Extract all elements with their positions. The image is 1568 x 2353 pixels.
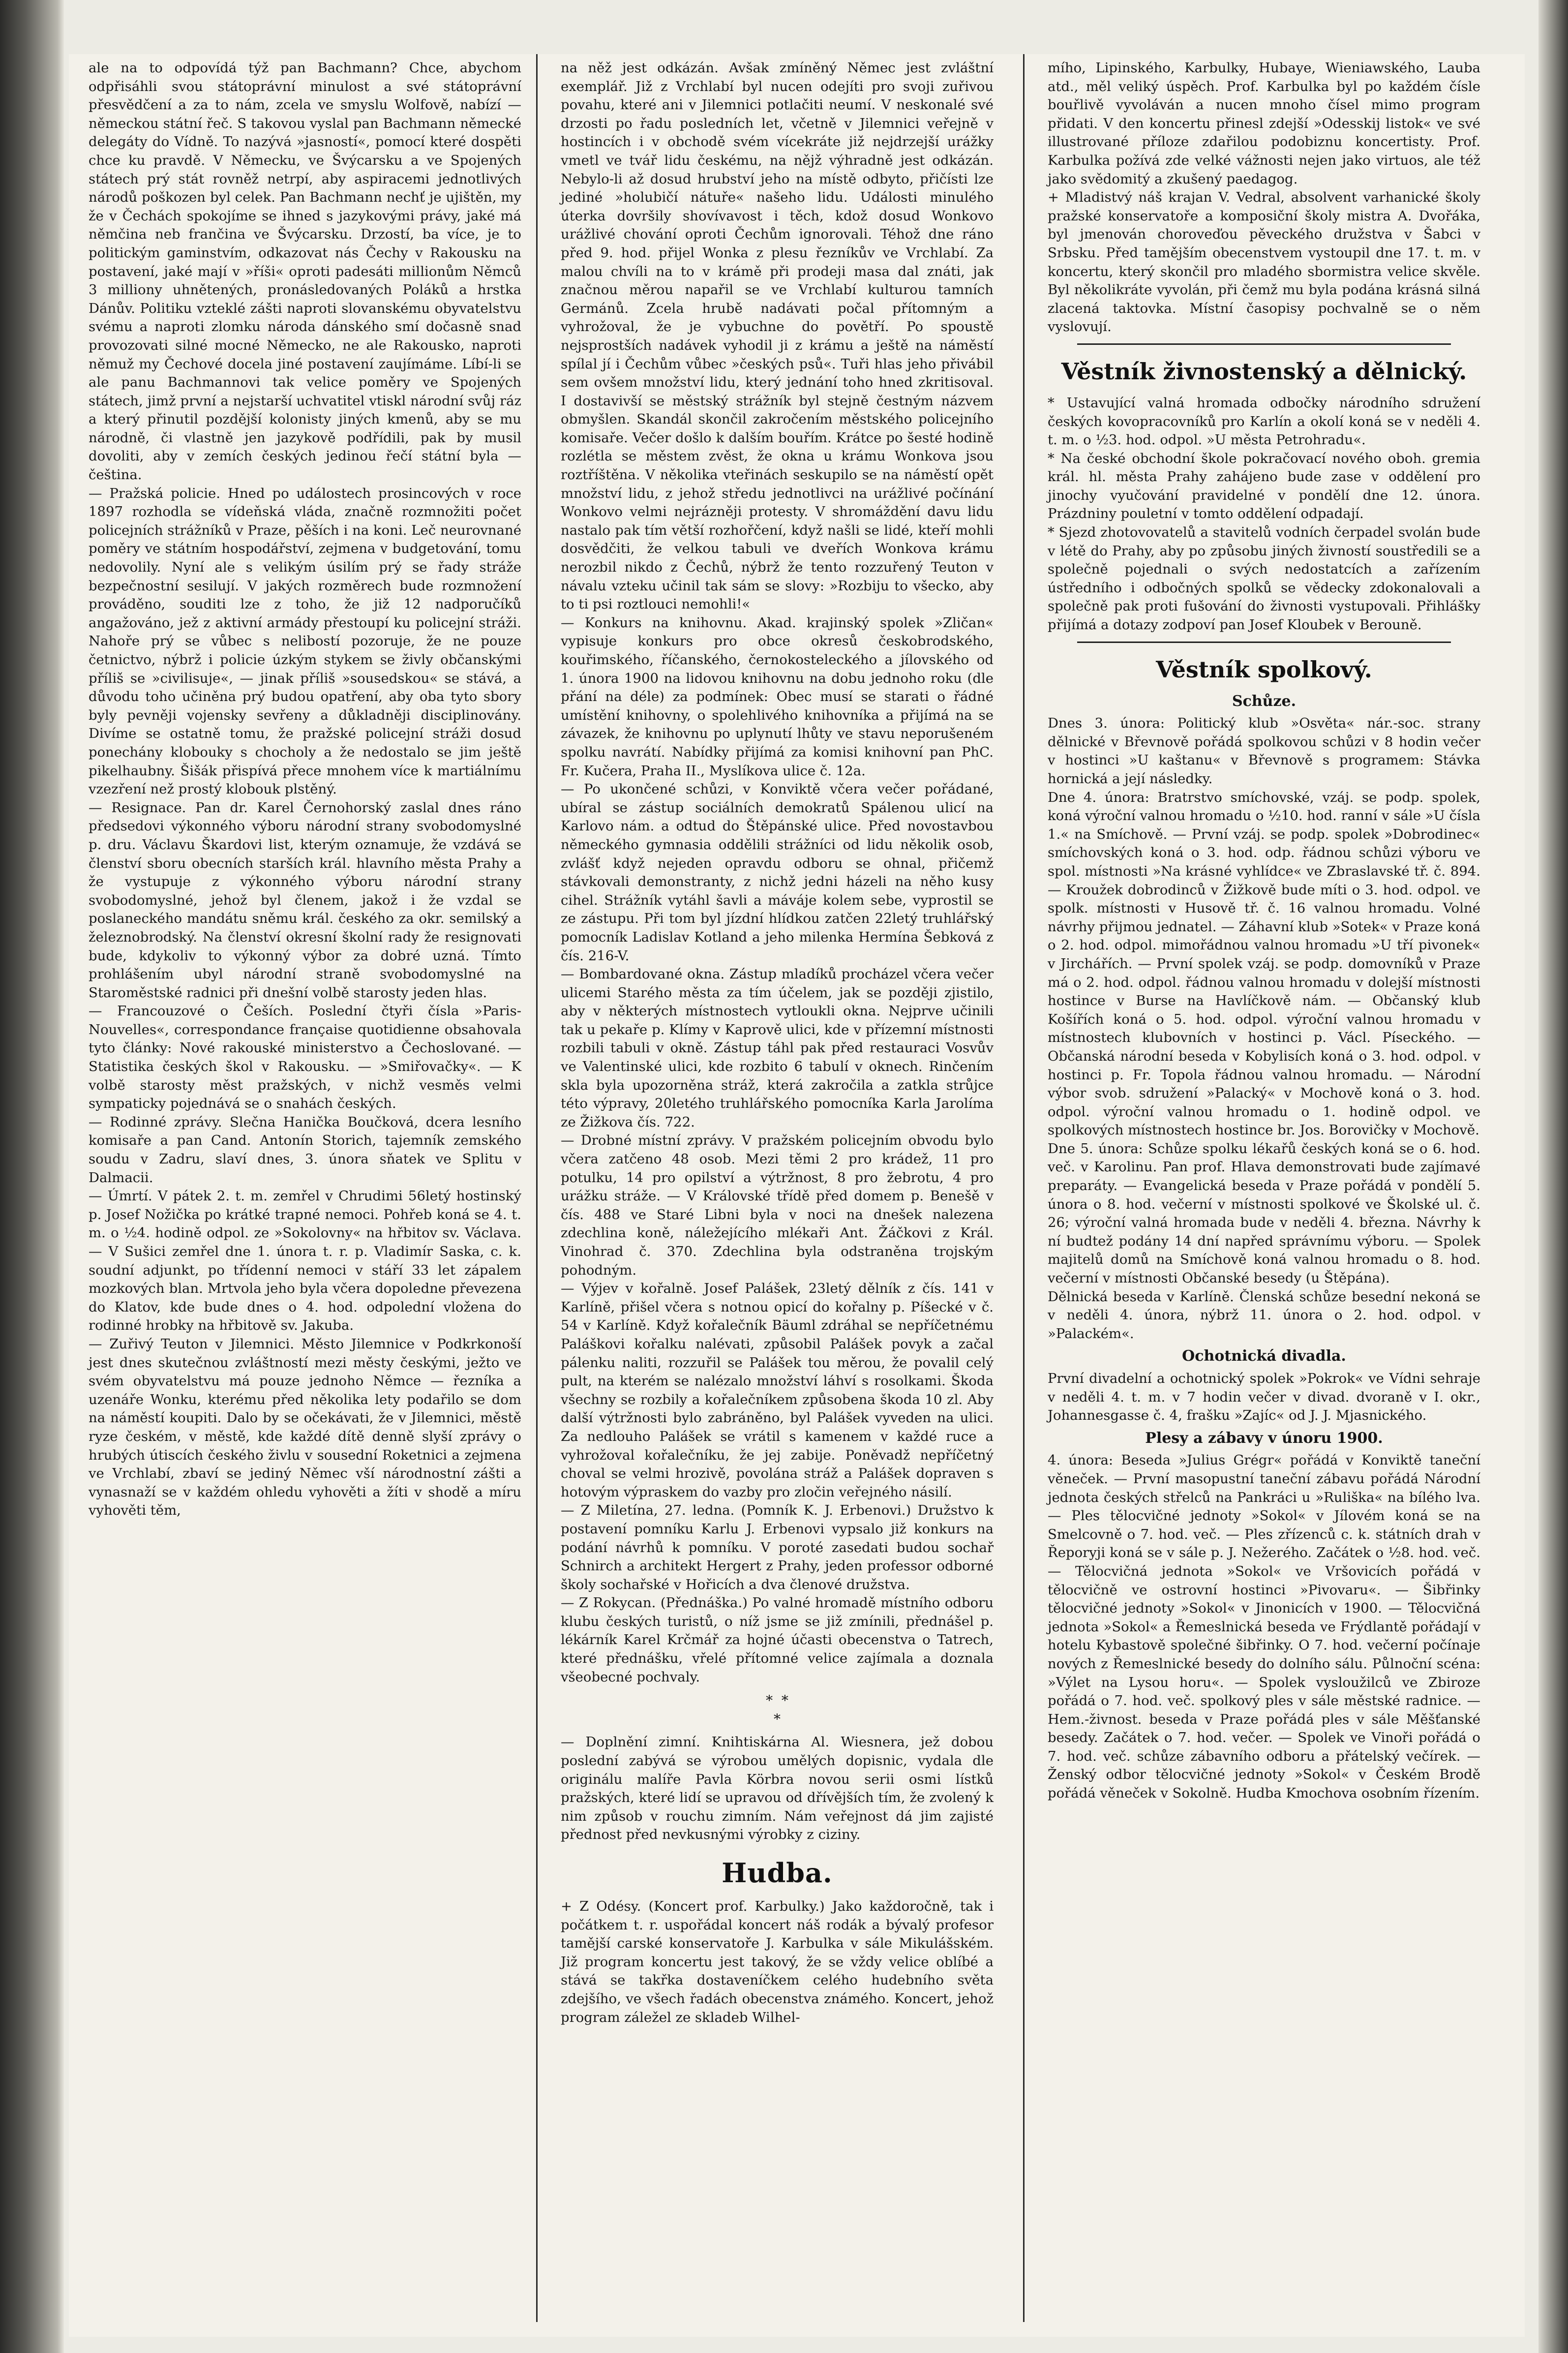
club-notice-feb-4: Dne 4. února: Bratrstvo smíchovské, vzáj. se podp. spolek, koná výroční valnou hromadu o ½10. hod. ranní v sále »U čísla 1.« na Smíchově. — První vzáj. se podp. spolek »Dobrodinec« smíchovských koná o 3. hod. odp. řádnou schůzi výboru ve spol. místnosti »Na krásné vyhlídce« ve Zbraslavské tř. č. 894. — Kroužek dobrodinců v Žižkově bude míti o 3. hod. odpol. ve spolk. místnosti v Husově tř. č. 16 valnou hromadu. Volné návrhy přijmou jednatel. — Záhavní klub »Sotek« v Praze koná o 2. hod. odpol. mimořádnou valnou hromadu »U tří pivonek« v Jirchářích. — První spolek vzáj. se podp. domovníků v Praze má o 2. hod. odpol. řádnou valnou hromadu v dolejší místnosti hostince v Burse na Havlíčkově nám. — Občanský klub Košířích koná o 5. hod. odpol. výroční valnou hromadu v místnostech klubovních v hostinci p. Václ. Píseckého. — Občanská národní beseda v Kobylisích koná o 3. hod. odpol. v hostinci p. Fr. Topola řádnou valnou hromadu. — Národní výbor svob. sdružení »Palacký« v Mochově koná o 3. hod. odpol. výroční valnou hromadu o 1. hodině odpol. ve spolkových místnostech hostince br. Jos. Borovičky v Mochově. xyxy=(1048,789,1480,1138)
column-2 xyxy=(561,59,994,2027)
article-winter-postcards: — Doplnění zimní. Knihtiskárna Al. Wiesnera, jež dobou poslední zabývá se výrobou umělých dopisnic, vydala dle originálu malíře Pavla Körbra novou serii osmi lístků pražských, které lidí se upravou od dřívějších tím, že zvolený k nim způsob v rouchu zimním. Nám veřejnost dá jim zajisté přednost před nevkusnými výrobky z ciziny. xyxy=(561,1734,994,1843)
column-3 xyxy=(1048,59,1480,1803)
theatre-notice: První divadelní a ochotnický spolek »Pokrok« ve Vídni sehraje v neděli 4. t. m. v 7 hodin večer v divad. dvoraně v I. okr., Johannesgasse č. 4, frašku »Zajíc« od J. J. Mjasnického. xyxy=(1048,1371,1480,1424)
scan-edge-right xyxy=(1538,0,1568,2353)
column-1 xyxy=(89,59,521,1520)
subheading-meetings: Schůze. xyxy=(1232,692,1297,710)
article-pump-makers: * Sjezd zhotovovatelů a stavitelů vodních čerpadel svolán bude v létě do Prahy, aby po způsobu jiných živností soustředili se a společně pojednali o svých nedostatcích a zařízením ústředního i odbočných spolků se vědecky zdokonalovali a společně pak proti fušování do živnosti vystupovali. Přihlášky přijímá a dotazy zodpoví pan Josef Kloubek v Berouně. xyxy=(1048,524,1480,633)
article-rokycany: — Z Rokycan. (Přednáška.) Po valné hromadě místního odboru klubu českých turistů, o níž jsme se již zmínili, přednášel p. lékárník Karel Krčmář za hojné účasti obecenstva o Tatrech, které přednášku, vřelé přítomné velice zajímala a doznala všeobecné pochvaly. xyxy=(561,1595,994,1685)
article-bachmann-tail: ale na to odpovídá týž pan Bachmann? Chce, abychom odpřisáhli svou státoprávní minulost a své státoprávní přesvědčení a za to nám, zcela ve smyslu Wolfově, nabízí — německou státní řeč. S takovou vyslal pan Bachmann německé delegáty do Vídně. To nazývá »jasností«, pomocí které dospěti chce ku pravdě. V Německu, ve Švýcarsku a ve Spojených státech prý stát rovněž netrpí, aby aspiracemi jednotlivých národů poškozen byl celek. Pan Bachmann nechť je ujištěn, my že v Čechách spokojíme se ihned s jazykovými právy, jaké má němčina neb frančina ve Švýcarsku. Drzostí, ba více, je to politickým gaminstvím, odkazovat nás Čechy v Rakousku na postavení, jaké mají v »říši« oproti padesáti millionům Němců 3 milliony uhnětených, pronásledovaných Poláků a hrstka Dánův. Politiku vzteklé zášti naproti slovanskému obyvatelstvu svému a naproti zlomku národa dánského smí dočasně snad provozovati silné mocné Německo, ne ale Rakousko, naproti němuž my Čechové docela jiné postavení zaujímáme. Líbí-li se ale panu Bachmannovi tak velice poměry ve Spojených státech, jimž první a nejstarší uchvatitel vtiskl národní svůj ráz a který přinutil pozdější kolonisty jiných kmenů, aby se mu národně, či vlastně jen jazykově podřídili, pak by musil dovoliti, aby v zemích českých jedinou řečí státní byla — čeština. xyxy=(89,60,521,483)
article-family-news: — Rodinné zprávy. Slečna Hanička Boučková, dcera lesního komisaře a pan Cand. Antonín Storich, tajemník zemského soudu v Zadru, slaví dnes, 3. února sňatek ve Splitu v Dalmacii. xyxy=(89,1114,521,1186)
divider-line xyxy=(1077,642,1451,643)
column-rule-1 xyxy=(536,54,538,2322)
article-bombarded-windows: — Bombardované okna. Zástup mladíků procházel včera večer ulicemi Starého města za tím účelem, jak se později zjistilo, aby v některých místnostech vytloukli okna. Nejprve učinili tak u pekaře p. Klímy v Kaprově ulici, kde v přízemní místnosti rozbili tabuli v okně. Zástup táhl pak před restauraci Vosvův ve Valentinské ulici, kde rozbito 6 tabulí v oknech. Rinčením skla byla upozorněna stráž, která zakročila a zatkla strůjce této výpravy, 20letého truhlářského pomocníka Karla Jarolíma ze Žižkova čís. 722. xyxy=(561,966,994,1130)
subheading-amateur-theatre: Ochotnická divadla. xyxy=(1182,1347,1346,1365)
newspaper-page xyxy=(69,54,1525,2337)
article-odessa-concert: + Z Odésy. (Koncert prof. Karbulky.) Jako každoročně, tak i počátkem t. r. uspořádal koncert náš rodák a bývalý profesor tamější carské konservatoře J. Karbulka v sále Mikulášském. Již program koncertu jest takový, že se vždy velice oblíbé a stává se takřka dostaveníčkem celého hudebního světa zdejšího, ve všech řadách obecenstva známého. Koncert, jehož program záležel ze skladeb Wilhel- xyxy=(561,1898,994,2025)
article-teuton-continued: na něž jest odkázán. Avšak zmíněný Němec jest zvláštní exemplář. Již z Vrchlabí byl nucen odejíti pro svoji zuřivou povahu, které ani v Jilemnici potlačiti neumí. V neskonalé své drzosti po řadu posledních let, včetně v Jilemnici veřejně v hostincích i v obchodě svém vícekráte již nejdrzejší urážky vmetl ve tvář lidu českému, na nějž výhradně jest odkázán. Nebylo-li až dosud hrubství jeho na místě odbyto, přičísti lze jediné »holubičí nátuře« našeho lidu. Události minulého úterka dovršily shovívavost i těch, kdož dosud Wonkovo urážlivé chování oproti Čechům ignorovali. Téhož dne ráno před 9. hod. přijel Wonka z plesu řezníkův ve Vrchlabí. Za malou chvíli na to v krámě při prodeji masa dal znáti, jak značnou měrou napařil se ve Vrchlabí kulturou tamních Germánů. Zcela hrubě nadávati počal přítomným a vyhrožoval, že je vybuchne do povětří. Po spoustě nejsprostších nadávek vyhodil ji z krámu a ještě na náměstí spílal jí i Čechům vůbec »českých psů«. Tuři hlas jeho přivábil sem ovšem množství lidu, který jednání toho hned zkritisoval. I dostavivší se městský strážník byl stejně čestným názvem obmyšlen. Skandál skončil zakročením městského policejního komisaře. Večer došlo k dalším bouřím. Krátce po šesté hodině rozlétla se městem zvěst, že okna u krámu Wonkova jsou roztříštěna. V několika vteřinách seskupilo se na náměstí opět množství lidu, z jehož středu jednotlivci na urážlivé počínání Wonkovo velmi nejrázněji protesty. V shromáždění davu lidu nastalo pak tím větší rozhořčení, když našli se lidé, kteří mohli dosvědčiti, že velkou tabuli ve dveřích Wonkova krámu nerozbil nikdo z Čechů, nýbrž že tento rozzuřený Teuton v návalu vzteku učinil tak sám se slovy: »Rozbiju to všecko, aby to ti psi roztlouci nemohli!« xyxy=(561,60,994,612)
section-heading-music: Hudba. xyxy=(722,1857,833,1889)
balls-notice: 4. února: Beseda »Julius Grégr« pořádá v Konviktě taneční věneček. — První masopustní taneční zábavu pořádá Národní jednota českých střelců na Pankráci u »Ruliška« na bílého lva. — Ples tělocvičné jednoty »Sokol« v Jílovém koná se na Smelcovně o 7. hod. več. — Ples zřízenců c. k. státních drah v Řeporyji koná se v sále p. J. Nežerého. Začátek o ½8. hod. več. — Tělocvičná jednota »Sokol« ve Vršovicích pořádá v tělocvičně ve ostrovní hostinci »Pivovaru«. — Šibřinky tělocvičné jednoty »Sokol« v Jinonicích v 1900. — Tělocvičná jednota »Sokol« a Řemeslnická beseda ve Frýdlantě pořádají v hotelu Kybastově společné šibřinky. O 7. hod. večerní počínaje nových z Řemeslnické besedy do dolního sálu. Půlnoční scéna: »Výlet na Lysou horu«. — Spolek vysloužilců ve Zbiroze pořádá o 7. hod. več. spolkový ples v sále městské radnice. — Hem.-živnost. beseda v Praze pořádá ples v sále Měšťanské besedy. Začátek o 7. hod. večer. — Spolek ve Vinoři pořádá o 7. hod. več. schůze zábavního odboru a přátelský večírek. — Ženský odbor tělocvičné jednoty »Sokol« v Českém Brodě pořádá věneček v Sokolně. Hudba Kmochova osobním řízením. xyxy=(1048,1452,1480,1802)
article-prague-police: — Pražská policie. Hned po událostech prosincových v roce 1897 rozhodla se vídeňská vláda, značně rozmnožiti počet policejních strážníků v Praze, pěších i na koni. Leč neurovnané poměry ve státním hospodářství, zejmena v budgetování, tomu nedovolily. Nyní ale s velikým úsilím prý se řady stráže bezpečnostní sesilují. V jakých rozměrech bude rozmnožení prováděno, souditi lze z toho, že již 12 nadporučíků angažováno, jež z aktivní armády přestoupí ku policejní stráži. Nahoře prý se vůbec s nelibostí pozoruje, že ne pouze četnictvo, nýbrž i policie úzkým stykem se živly občanskými příliš se »civilisuje«, — jinak příliš »sousedskou« se stává, a důvodu toho učiněna prý budou opatření, aby oba tyto sbory byly pevněji vojensky sevřeny a důkladněji disciplinovány. Divíme se ostatně tomu, že pražské policejní stráži dosud ponechány klobouky s chocholy a že nedostalo se jim ještě pikelhaubny. Šišák přispívá přece mnohem více k martiálnímu vzezření než prostý klobouk plstěný. xyxy=(89,485,521,797)
divider-line xyxy=(1077,343,1451,345)
article-after-meeting: — Po ukončené schůzi, v Konviktě včera večer pořádané, ubíral se zástup sociálních demokratů Spálenou ulicí na Karlovo nám. a odtud do Štěpánské ulice. Před novostavbou německého gymnasia oddělili strážníci od lidu několik osob, zvlášť když nejeden opravdu odboru se ohnal, přičemž stávkovali demonstranty, z nichž jedni házeli na něho kusy cihel. Strážník vytáhl šavli a máváje kolem sebe, vyprostil se ze zástupu. Při tom byl jízdní hlídkou zatčen 22letý truhlářský pomocník Ladislav Kotland a jeho milenka Hermína Šebková z čís. 216-V. xyxy=(561,781,994,964)
section-heading-trade: Věstník živnostenský a dělnický. xyxy=(1061,358,1467,385)
article-french-on-czechs: — Francouzové o Češích. Poslední čtyři čísla »Paris-Nouvelles«, correspondance française quotidienne obsahovala tyto články: Nové rakouské ministerstvo a Čechoslované. — Statistika českých škol v Rakousku. — »Smiřovačky«. — K volbě starosty měst pražských, v nichž vesměs velmi sympaticky pojednává se o snahách českých. xyxy=(89,1003,521,1112)
column-rule-2 xyxy=(1023,54,1025,2322)
article-teuton-jilemnice: — Zuřivý Teuton v Jilemnici. Město Jilemnice v Podkrkonoší jest dnes skutečnou zvláštností mezi městy českými, ježto ve svém obyvatelstvu má pouze jednoho Němce — řezníka a uzenáře Wonku, kterému před několika lety podařilo se dom na náměstí koupiti. Dalo by se očekávati, že v Jilemnici, městě ryze českém, v městě, kde každé dítě denně slyší zprávy o hrubých útiscích českého živlu v sousední Roketnici a zejmena ve Vrchlabí, zbaví se jediný Němec vší národnostní zášti a vynasnaží se v každém ohledu vyhověti a žíti v shodě a míru vyhověti těm, xyxy=(89,1336,521,1519)
club-notice-feb-5: Dne 5. února: Schůze spolku lékařů českých koná se o 6. hod. več. v Karolinu. Pan prof. Hlava demonstrovati bude zajímavé preparáty. — Evangelická beseda v Praze pořádá v pondělí 5. února o 8. hod. večerní v místnosti spolkové ve Školské ul. č. 26; výroční valná hromada bude v neděli 4. března. Návrhy k ní budtež podány 14 dní napřed správnímu výboru. — Spolek majitelů domů na Smíchově koná valnou hromadu o 8. hod. večerní v místnosti Občanské besedy (u Štěpána). xyxy=(1048,1140,1480,1286)
article-library-contest: — Konkurs na knihovnu. Akad. krajinský spolek »Zličan« vypisuje konkurs pro obce okresů českobrodského, kouřimského, říčanského, černokosteleckého a jílovského od 1. února 1900 na lidovou knihovnu na dobu jednoho roku (dle přání na déle) za podmínek: Obec musí se starati o řádné umístění knihovny, o spolehlivého knihovníka a přijímá na se závazek, že knihovnu po uplynutí lhůty ve stavu neporušeném spolku navrátí. Nabídky přijímá za komisi knihovní pan PhC. Fr. Kučera, Praha II., Myslíkova ulice č. 12a. xyxy=(561,614,994,779)
article-commercial-school: * Na české obchodní škole pokračovací nového oboh. gremia král. hl. města Prahy zahájeno bude zase v oddělení pro jinochy vyučování pravidelné v pondělí dne 12. února. Prázdniny pouletní v tomto oddělení odpadají. xyxy=(1048,450,1480,522)
article-odessa-continued: mího, Lipinského, Karbulky, Hubaye, Wieniawského, Lauba atd., měl veliký úspěch. Prof. Karbulka byl po každém čísle bouřlivě vyvoláván a nucen mnoho čísel mimo program přidati. V den koncertu přinesl zdejší »Odesskij listok« ve své illustrované příloze zdařilou podobiznu koncertisty. Prof. Karbulka požívá zde velké vážnosti nejen jako virtuos, ale též jako svědomitý a zkušený paedagog. xyxy=(1048,60,1480,187)
section-heading-clubs: Věstník spolkový. xyxy=(1156,656,1372,683)
club-notice-feb-3: Dnes 3. února: Politický klub »Osvěta« nár.-soc. strany dělnické v Břevnově pořádá spolkovou schůzi v 8 hodin večer v hostinci »U kaštanu« v Břevnově s programem: Stávka hornická a její následky. xyxy=(1048,715,1480,787)
club-notice-karlin: Dělnická beseda v Karlíně. Členská schůze besední nekoná se v neděli 4. února, nýbrž 11. února o 2. hod. odpol. v »Palackém«. xyxy=(1048,1288,1480,1342)
article-local-news: — Drobné místní zprávy. V pražském policejním obvodu bylo včera zatčeno 48 osob. Mezi těmi 2 pro krádež, 11 pro potulku, 14 pro opilství a výtržnost, 8 pro žebrotu, 4 pro urážku stráže. — V Královské třídě před domem p. Benešě v čís. 488 ve Staré Libni byla v noci na dnešek nalezena zdechlina koně, náležejícího mlékaři Ant. Žáčkovi z Král. Vinohrad č. 370. Zdechlina byla odstraněna trojským pohodným. xyxy=(561,1132,994,1278)
subheading-balls: Plesy a zábavy v únoru 1900. xyxy=(1145,1429,1383,1447)
scan-edge-left xyxy=(0,0,64,2353)
article-vedral: + Mladistvý náš krajan V. Vedral, absolvent varhanické školy pražské konservatoře a komposiční školy mistra A. Dvořáka, byl jmenován choroveďou pěveckého družstva v Šabci v Srbsku. Před tamějším obecenstvem vystoupil dne 17. t. m. v koncertu, který skončil pro mladého sbormistra velice skvěle. Byl několikráte vyvolán, při čemž mu byla podána krásná silná zlacená taktovka. Místní časopisy pochvalně se o něm vyslovují. xyxy=(1048,189,1480,335)
article-metalworkers: * Ustavující valná hromada odbočky národního sdružení českých kovopracovníků pro Karlín a okolí koná se v neděli 4. t. m. o ½3. hod. odpol. »U města Petrohradu«. xyxy=(1048,395,1480,448)
article-tavern-scene: — Výjev v kořalně. Josef Palášek, 23letý dělník z čís. 141 v Karlíně, přišel včera s notnou opicí do kořalny p. Píšecké v č. 54 v Karlíně. Když kořalečník Bäuml zdráhal se nepříčetnému Paláškovi kořalku nalévati, způsobil Palášek povyk a začal pálenku naliti, rozzuřil se Palášek tou měrou, že povalil celý pult, na kterém se nalézalo množství láhví s rosolkami. Škoda všechny se rozbily a kořalečníkem způsobena škoda 10 zl. Aby další výtržnosti bylo zabráněno, byl Palášek vyveden na ulici. Za nedlouho Palášek se vrátil s kamenem v každé ruce a vyhrožoval kořalečníku, že jej zabije. Poněvadž nepříčetný choval se velmi hrozivě, povolána stráž a Palášek dopraven s hotovým výpraskem do vazby pro zločin veřejného násilí. xyxy=(561,1281,994,1500)
article-deaths: — Úmrtí. V pátek 2. t. m. zemřel v Chrudimi 56letý hostinský p. Josef Nožička po krátké trapné nemoci. Pohřeb koná se 4. t. m. o ½4. hodině odpol. ze »Sokolovny« na hřbitov sv. Václava. — V Sušici zemřel dne 1. února t. r. p. Vladimír Saska, c. k. soudní adjunkt, po třídenní nemoci v stáří 33 let zápalem mozkových blan. Mrtvola jeho byla včera dopoledne převezena do Klatov, kde bude dnes o 4. hod. odpolední vložena do rodinné hrobky na hřbitově sv. Jakuba. xyxy=(89,1188,521,1334)
article-miletin: — Z Miletína, 27. ledna. (Pomník K. J. Erbenovi.) Družstvo k postavení pomníku Karlu J. Erbenovi vypsalo již konkurs na podání návrhů k pomníku. V poroté zasedati budou sochař Schnirch a architekt Hergert z Prahy, jeden professor odborné školy sochařské v Hořicích a dva členové družstva. xyxy=(561,1502,994,1592)
separator-stars: * * * xyxy=(766,1692,788,1727)
article-resignation: — Resignace. Pan dr. Karel Černohorský zaslal dnes ráno předsedovi výkonného výboru národní strany svobodomyslné p. dru. Václavu Škardovi list, kterým oznamuje, že vzdává se členství sboru obecních starších král. hlavního města Prahy a že vystupuje z výkonného výboru národní strany svobodomyslné, jehož byl členem, jakož i že vzdal se poslaneckého mandátu sněmu král. českého za okr. semilský a železnobrodský. Na členství okresní školní rady že resignovati bude, kdykoliv to výkonný výbor za dobré uzná. Tímto prohlášením ubyl národní straně svobodomyslné na Staroměstské radnici při dnešní volbě starosty jeden hlas. xyxy=(89,799,521,1001)
